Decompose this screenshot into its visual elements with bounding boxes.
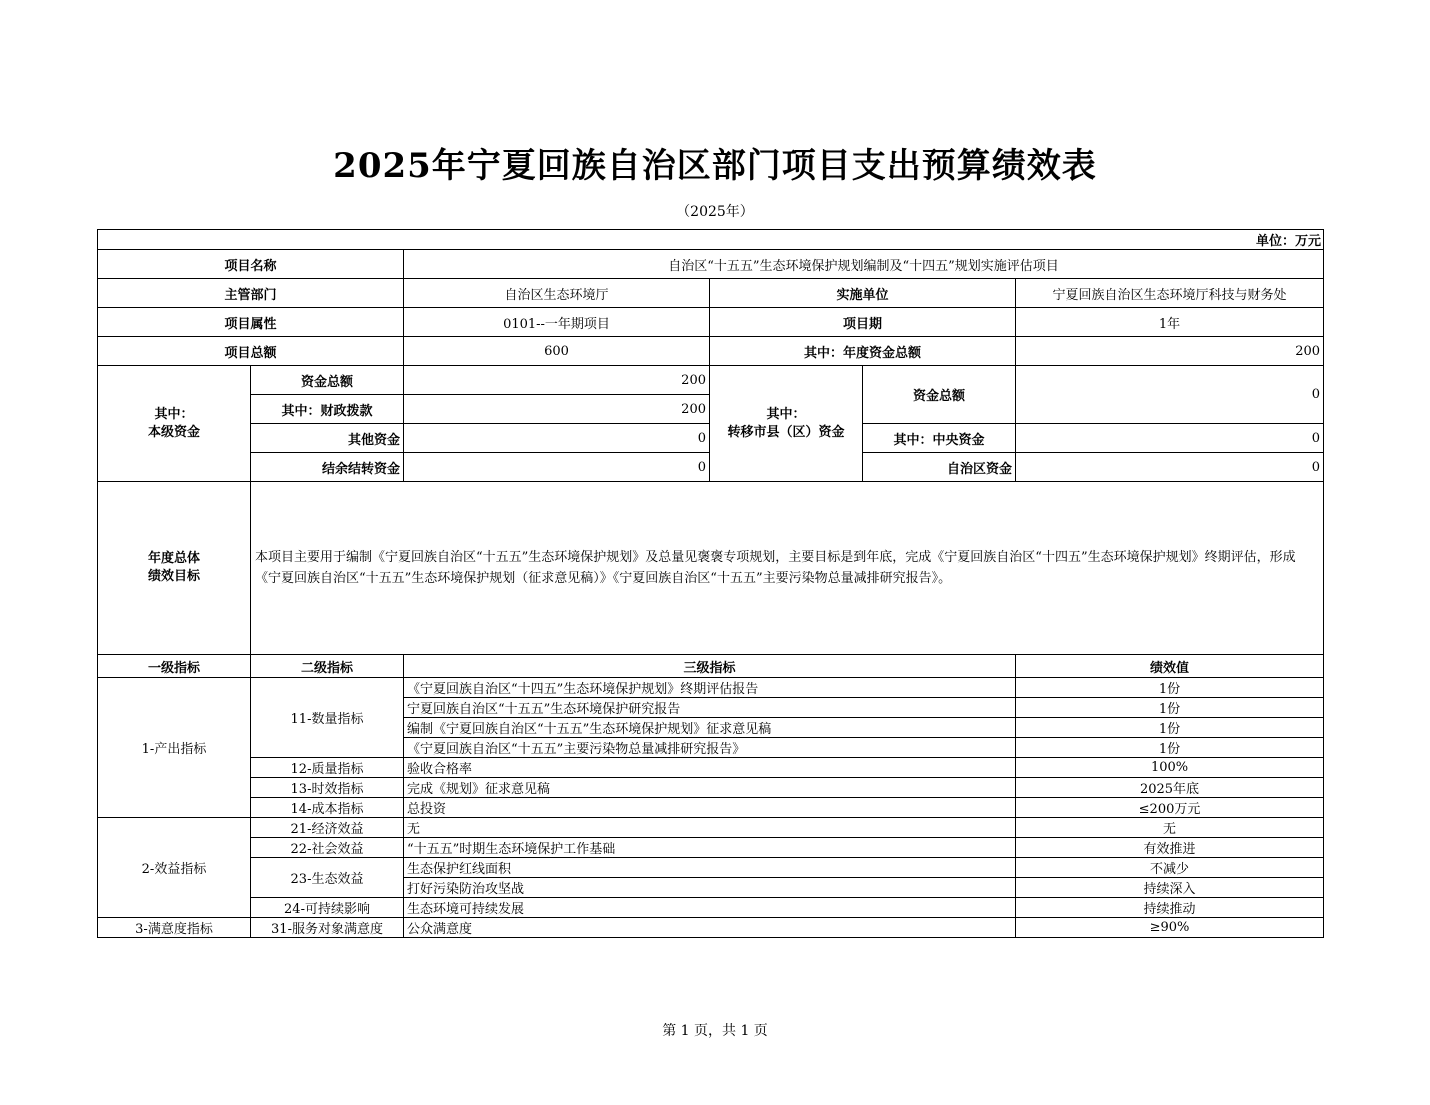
goal-label-line1: 年度总体 — [147, 551, 200, 566]
dept-label: 主管部门 — [98, 279, 404, 308]
l2-social: 22-社会效益 — [251, 838, 404, 858]
transfer-funds-label-line1: 其中： — [766, 406, 806, 422]
l3-indicator: 生态保护红线面积 — [404, 858, 1016, 878]
l3-indicator: 总投资 — [404, 798, 1016, 818]
goal-label — [98, 482, 251, 655]
indicator-value: 持续深入 — [1016, 878, 1324, 898]
l2-cost: 14-成本指标 — [251, 798, 404, 818]
l3-indicator: 《宁夏回族自治区“十五五”主要污染物总量减排研究报告》 — [404, 738, 1016, 758]
local-funds-label — [98, 366, 251, 482]
l3-indicator: 打好污染防治攻坚战 — [404, 878, 1016, 898]
indicator-value: ≥90% — [1016, 918, 1324, 938]
l3-indicator: 公众满意度 — [404, 918, 1016, 938]
local-other-label: 其他资金 — [251, 424, 404, 453]
attr-label: 项目属性 — [98, 308, 404, 337]
total-label: 项目总额 — [98, 337, 404, 366]
transfer-central-label: 其中：中央资金 — [863, 424, 1016, 453]
local-fiscal-value: 200 — [404, 395, 710, 424]
transfer-region-value: 0 — [1016, 453, 1324, 482]
unit-label: 单位：万元 — [98, 230, 1324, 250]
impl-label: 实施单位 — [710, 279, 1016, 308]
indicator-value: 无 — [1016, 818, 1324, 838]
page-footer: 第 1 页，共 1 页 — [662, 1023, 768, 1039]
page-title: 2025年宁夏回族自治区部门项目支出预算绩效表 — [333, 146, 1097, 186]
transfer-funds-label — [710, 366, 863, 482]
l3-indicator: 宁夏回族自治区“十五五”生态环境保护研究报告 — [404, 698, 1016, 718]
annual-value: 200 — [1016, 337, 1324, 366]
header-value: 绩效值 — [1016, 655, 1324, 678]
local-other-value: 0 — [404, 424, 710, 453]
period-value: 1年 — [1016, 308, 1324, 337]
header-level3: 三级指标 — [404, 655, 1016, 678]
transfer-total-label: 资金总额 — [863, 366, 1016, 424]
l2-quantity: 11-数量指标 — [251, 678, 404, 758]
l3-indicator: 编制《宁夏回族自治区“十五五”生态环境保护规划》征求意见稿 — [404, 718, 1016, 738]
page-subtitle: （2025年） — [676, 204, 754, 220]
local-total-value: 200 — [404, 366, 710, 395]
l3-indicator: “十五五”时期生态环境保护工作基础 — [404, 838, 1016, 858]
indicator-value: 1份 — [1016, 678, 1324, 698]
dept-value: 自治区生态环境厅 — [404, 279, 710, 308]
attr-value: 0101--一年期项目 — [404, 308, 710, 337]
indicator-value: 有效推进 — [1016, 838, 1324, 858]
goal-label-line2: 绩效目标 — [147, 569, 200, 584]
l3-indicator: 验收合格率 — [404, 758, 1016, 778]
budget-performance-table — [97, 229, 1324, 938]
transfer-region-label: 自治区资金 — [863, 453, 1016, 482]
l3-indicator: 无 — [404, 818, 1016, 838]
indicator-value: 1份 — [1016, 738, 1324, 758]
goal-text: 本项目主要用于编制《宁夏回族自治区“十五五”生态环境保护规划》及总量见褒褒专项规划，主要目标是到年底，完成《宁夏回族自治区“十四五”生态环境保护规划》终期评估，形成《宁夏回族自治区“十五五”生态环境保护规划（征求意见稿）》《宁夏回族自治区“十五五”主要污染物总量减排研究报告》。 — [251, 482, 1324, 655]
period-label: 项目期 — [710, 308, 1016, 337]
transfer-total-value: 0 — [1016, 366, 1324, 424]
l2-quality: 12-质量指标 — [251, 758, 404, 778]
local-total-label: 资金总额 — [251, 366, 404, 395]
local-balance-value: 0 — [404, 453, 710, 482]
indicator-value: 2025年底 — [1016, 778, 1324, 798]
l1-satisfaction: 3-满意度指标 — [98, 918, 251, 938]
indicator-value: 1份 — [1016, 718, 1324, 738]
transfer-central-value: 0 — [1016, 424, 1324, 453]
local-funds-label-line2: 本级资金 — [147, 424, 200, 440]
project-name-value: 自治区“十五五”生态环境保护规划编制及“十四五”规划实施评估项目 — [404, 250, 1324, 279]
header-level1: 一级指标 — [98, 655, 251, 678]
l2-economic: 21-经济效益 — [251, 818, 404, 838]
l3-indicator: 完成《规划》征求意见稿 — [404, 778, 1016, 798]
local-funds-label-line1: 其中： — [154, 406, 194, 422]
indicator-value: 持续推动 — [1016, 898, 1324, 918]
indicator-value: 100% — [1016, 758, 1324, 778]
indicator-value: 不减少 — [1016, 858, 1324, 878]
l3-indicator: 生态环境可持续发展 — [404, 898, 1016, 918]
transfer-funds-label-line2: 转移市县（区）资金 — [727, 424, 845, 440]
l2-service: 31-服务对象满意度 — [251, 918, 404, 938]
project-name-label: 项目名称 — [98, 250, 404, 279]
impl-value: 宁夏回族自治区生态环境厅科技与财务处 — [1016, 279, 1324, 308]
l3-indicator: 《宁夏回族自治区“十四五”生态环境保护规划》终期评估报告 — [404, 678, 1016, 698]
l2-ecological: 23-生态效益 — [251, 858, 404, 898]
local-fiscal-label: 其中：财政拨款 — [251, 395, 404, 424]
l1-benefit: 2-效益指标 — [98, 818, 251, 918]
indicator-value: 1份 — [1016, 698, 1324, 718]
l2-sustainable: 24-可持续影响 — [251, 898, 404, 918]
annual-label: 其中：年度资金总额 — [710, 337, 1016, 366]
total-value: 600 — [404, 337, 710, 366]
l1-output: 1-产出指标 — [98, 678, 251, 818]
l2-timeliness: 13-时效指标 — [251, 778, 404, 798]
header-level2: 二级指标 — [251, 655, 404, 678]
indicator-value: ≤200万元 — [1016, 798, 1324, 818]
local-balance-label: 结余结转资金 — [251, 453, 404, 482]
